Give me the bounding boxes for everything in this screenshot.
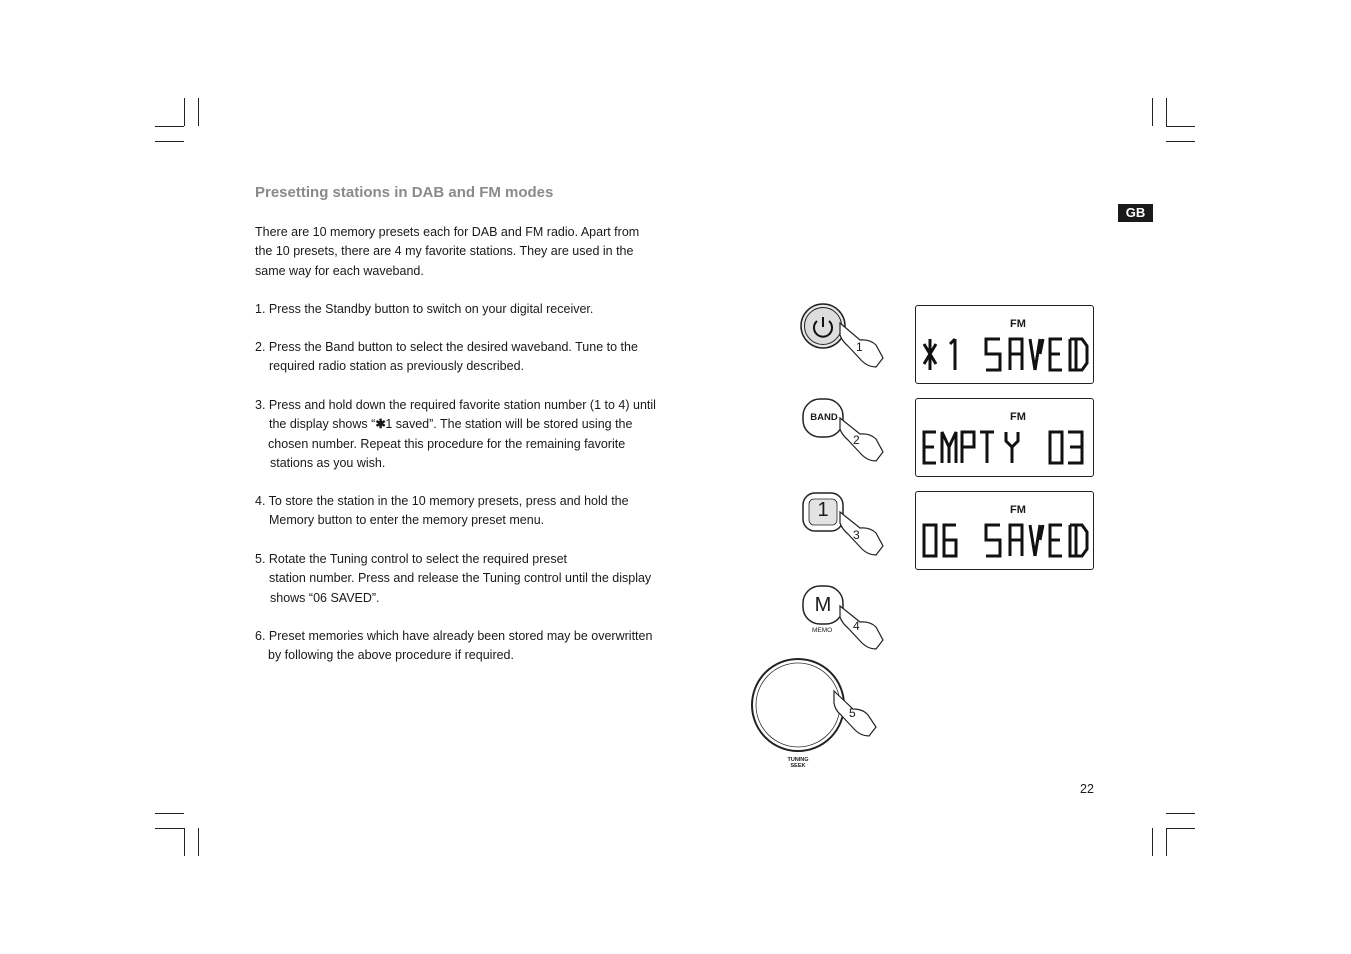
band-indicator: FM: [1010, 411, 1026, 423]
band-button[interactable]: [800, 396, 890, 468]
lcd-segment-text: [922, 522, 1090, 560]
crop-mark: [1166, 126, 1195, 127]
step-1: 1. Press the Standby button to switch on your digital receiver.: [255, 302, 594, 316]
crop-mark: [1166, 828, 1167, 856]
crop-mark: [184, 98, 185, 126]
crop-mark: [1152, 98, 1153, 126]
section-title: Presetting stations in DAB and FM modes: [255, 184, 554, 201]
band-label: BAND: [810, 412, 838, 423]
crop-mark: [155, 126, 184, 127]
step-3: 3. Press and hold down the required favorite station number (1 to 4) until the display shows “✱1 saved”. The station will be stored using the chosen number. Repeat this procedure for the remaining favorite stations as you wish.: [255, 398, 656, 470]
crop-mark: [155, 828, 184, 829]
memo-caption: MEMO: [812, 627, 833, 634]
crop-mark: [155, 141, 184, 142]
crop-mark: [1166, 828, 1195, 829]
lcd-display: [915, 305, 1094, 384]
preset-1-label: 1: [817, 499, 829, 521]
step-4: 4. To store the station in the 10 memory presets, press and hold the Memory button to enter the memory preset menu.: [255, 494, 629, 528]
crop-mark: [155, 813, 184, 814]
lcd-display: [915, 491, 1094, 570]
tuning-knob[interactable]: [748, 657, 883, 757]
lcd-segment-text: [922, 429, 1090, 467]
band-indicator: FM: [1010, 318, 1026, 330]
lcd-display: [915, 398, 1094, 477]
step-number: 4: [853, 619, 860, 633]
step-number: 2: [853, 433, 860, 447]
step-5: 5. Rotate the Tuning control to select the required preset station number. Press and release the Tuning control until the display shows “06 SAVED”.: [255, 552, 652, 605]
step-number: 1: [856, 340, 863, 354]
memory-label: M: [814, 594, 832, 616]
page-number: 22: [1080, 782, 1094, 796]
step-number: 3: [853, 528, 860, 542]
crop-mark: [198, 828, 199, 856]
crop-mark: [1166, 98, 1167, 126]
crop-mark: [198, 98, 199, 126]
standby-button[interactable]: [800, 303, 890, 375]
lcd-segment-text: [922, 336, 1090, 374]
band-indicator: FM: [1010, 504, 1026, 516]
crop-mark: [1166, 813, 1195, 814]
crop-mark: [1152, 828, 1153, 856]
step-6: 6. Preset memories which have already been stored may be overwritten by following the above procedure if required.: [255, 629, 653, 663]
language-tab: GB: [1118, 204, 1153, 222]
step-number: 5: [849, 706, 856, 720]
crop-mark: [184, 828, 185, 856]
crop-mark: [1166, 141, 1195, 142]
step-2: 2. Press the Band button to select the desired waveband. Tune to the required radio station as previously described.: [255, 340, 638, 374]
intro-paragraph: There are 10 memory presets each for DAB and FM radio. Apart from the 10 presets, there are 4 my favorite stations. They are used in the same way for each waveband.: [255, 225, 640, 278]
antenna-icon: ✱: [375, 417, 386, 432]
tuning-caption: TUNING SEEK: [787, 757, 809, 769]
